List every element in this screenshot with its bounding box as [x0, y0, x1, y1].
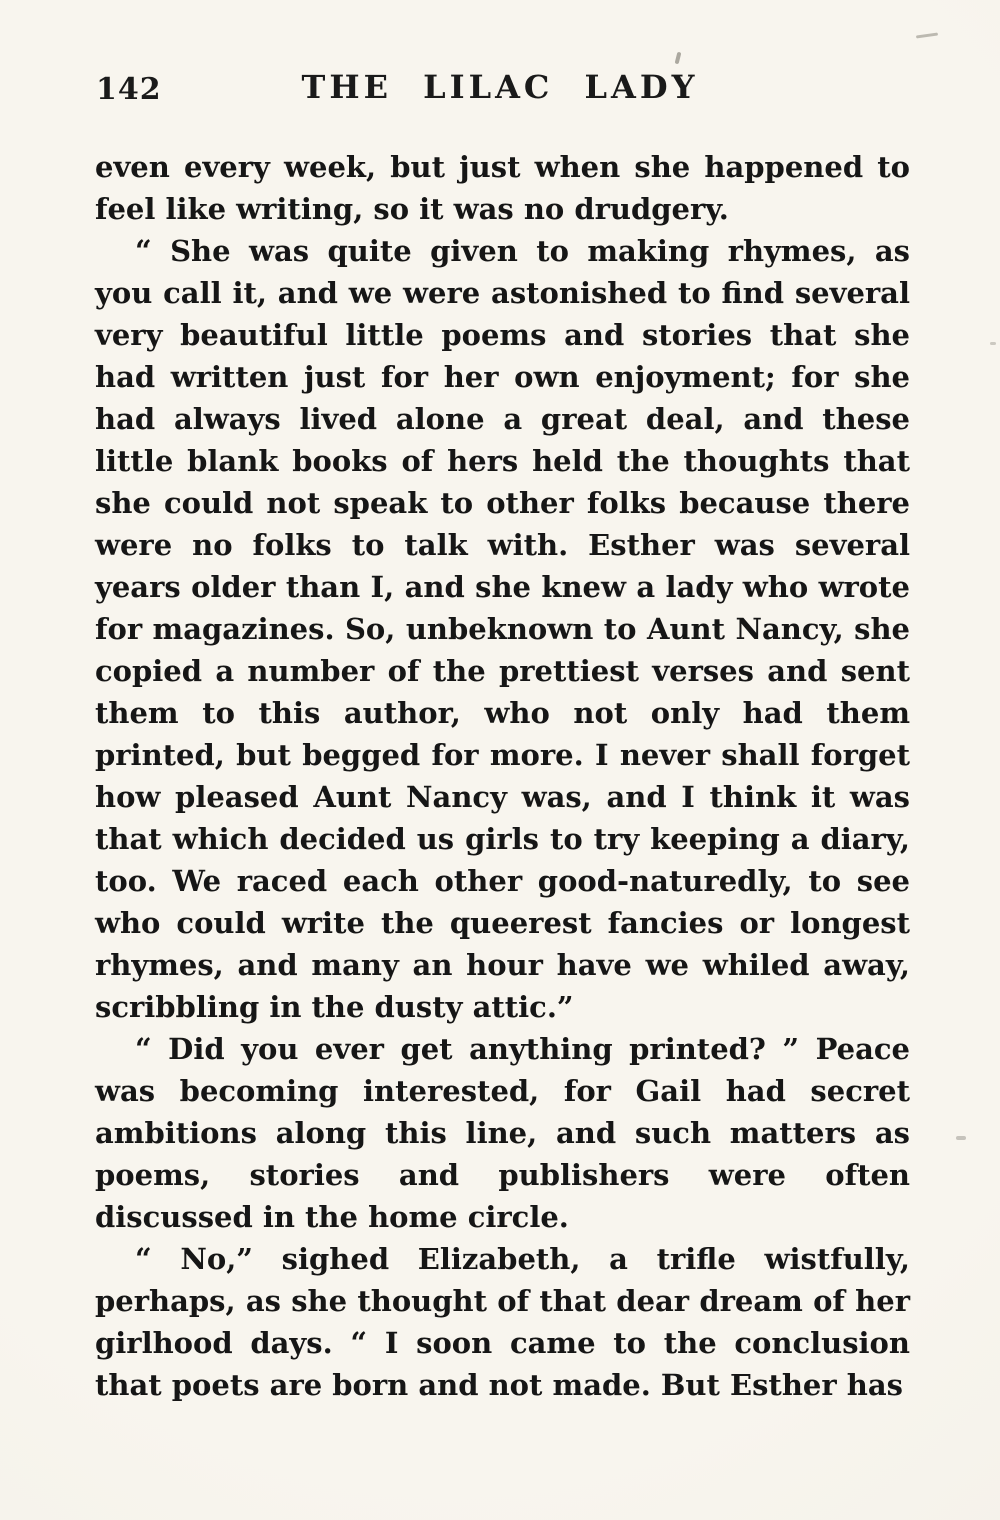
paragraph: “ She was quite given to making rhymes, as you call it, and we were astonished to find several very beautiful little poems and stories that she had written just for her own enjoyment; for she had always lived alone a great deal, and these little blank books of hers held the thoughts that she could not speak to other folks because there were no folks to talk with. Esther was several years older than I, and she knew a lady who wrote for magazines. So, unbeknown to Aunt Nancy, she copied a number of the prettiest verses and sent them to this author, who not only had them printed, but begged for more. I never shall forget how pleased Aunt Nancy was, and I think it was that which decided us girls to try keeping a diary, too. We raced each other good-naturedly, to see who could write the queerest fancies or longest rhymes, and many an hour have we whiled away, scribbling in the dusty attic.” [95, 234, 910, 1024]
scan-artifact [956, 1136, 966, 1140]
scan-artifact [675, 52, 682, 65]
body-text [95, 146, 910, 1406]
paragraph: even every week, but just when she happened to feel like writing, so it was no drudgery. [95, 150, 910, 226]
page-number: 142 [96, 72, 162, 107]
paragraph: “ No,” sighed Elizabeth, a trifle wistfully, perhaps, as she thought of that dear dream of her girlhood days. “ I soon came to the conclusion that poets are born and not made. But Esther has [95, 1242, 910, 1402]
scan-artifact [916, 32, 938, 38]
page-header [92, 68, 908, 114]
paragraph: “ Did you ever get anything printed? ” Peace was becoming interested, for Gail had secret ambitions along this line, and such matters as poems, stories and publishers were often discussed in the home circle. [95, 1032, 910, 1234]
scan-artifact [990, 342, 996, 345]
page-title: THE LILAC LADY [301, 68, 699, 106]
